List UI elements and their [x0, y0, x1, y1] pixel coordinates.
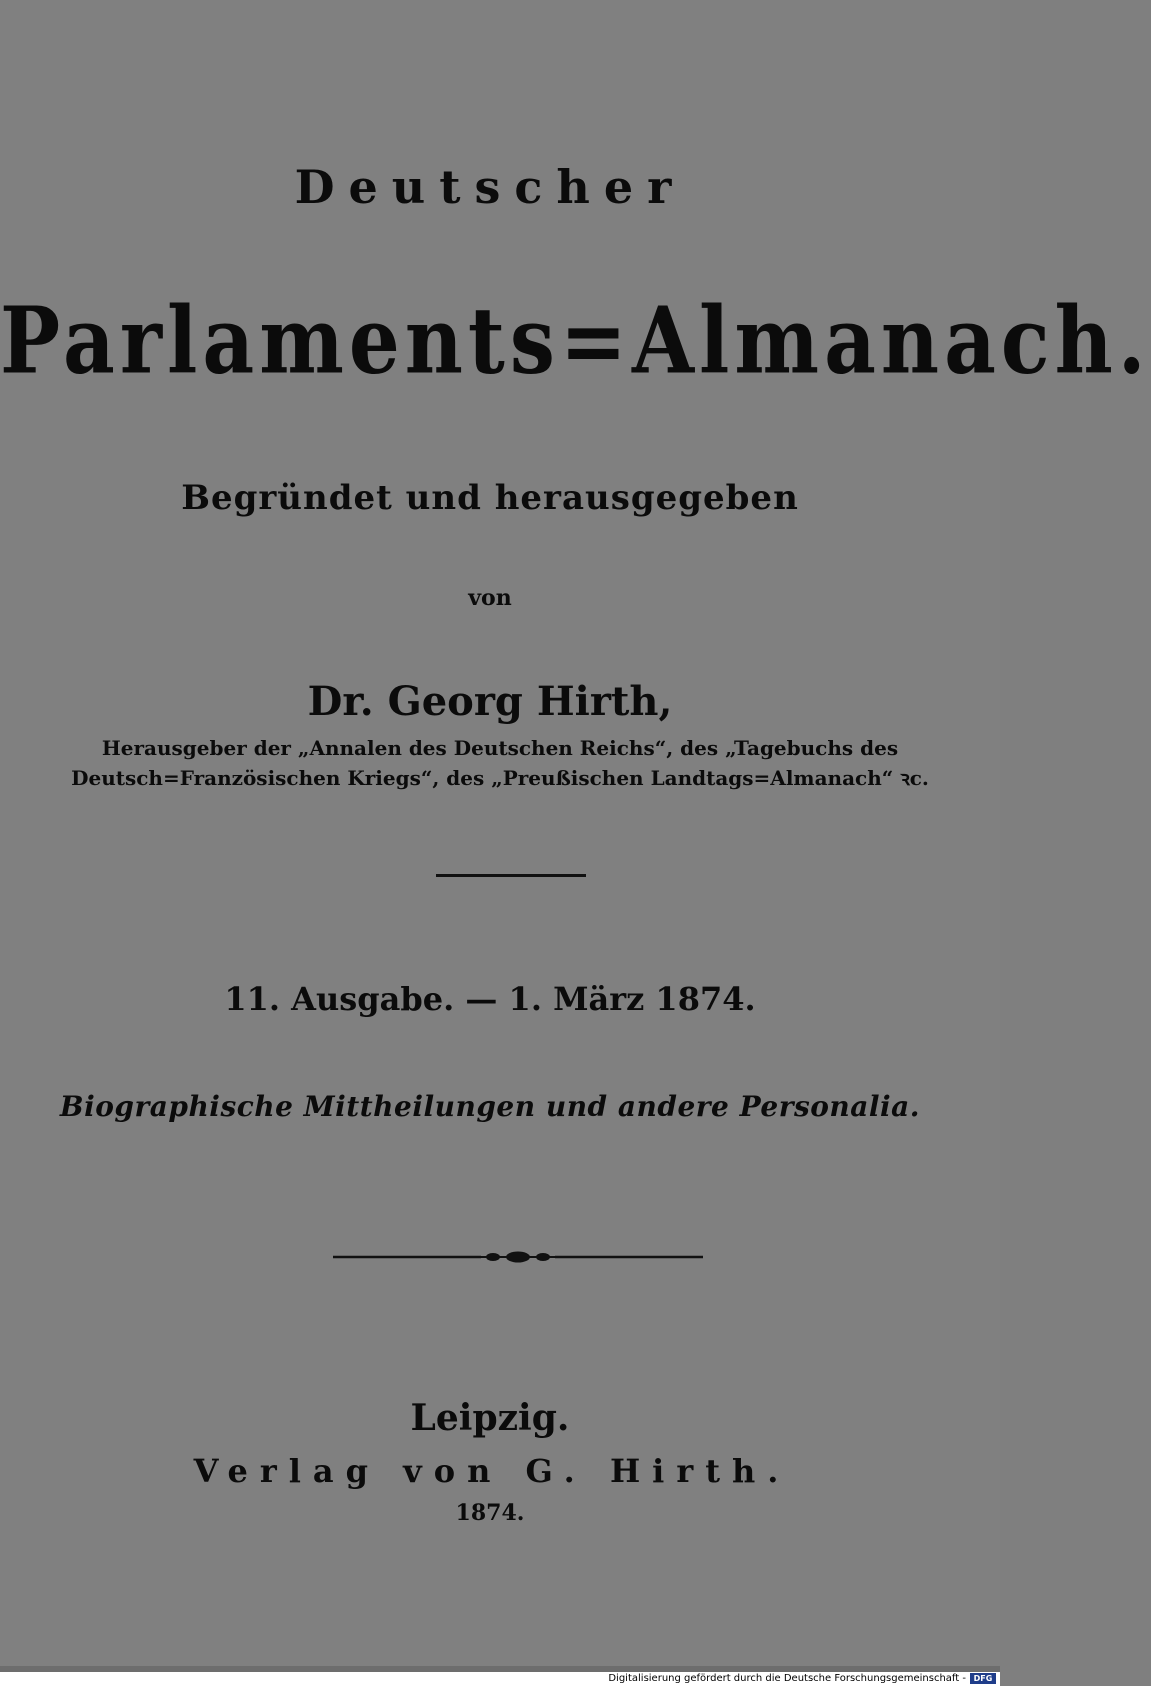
von-line: von: [468, 585, 512, 611]
title-line-1: Deutscher: [294, 160, 686, 214]
author-name: Dr. Georg Hirth,: [307, 678, 673, 725]
dfg-logo: DFG: [970, 1673, 996, 1684]
publisher-line: Verlag von G. Hirth.: [193, 1452, 791, 1490]
edition-line: 11. Ausgabe. — 1. März 1874.: [224, 980, 756, 1018]
author-credits-line-2: Deutsch=Französischen Kriegs“, des „Preußischen Landtags=Almanach“ ꝛc.: [71, 766, 929, 790]
ornamental-divider: [333, 1250, 703, 1264]
publication-year: 1874.: [455, 1500, 525, 1526]
author-credits-line-1: Herausgeber der „Annalen des Deutschen Reichs“, des „Tagebuchs des: [101, 736, 899, 760]
divider-rule: [436, 874, 586, 877]
publication-city: Leipzig.: [410, 1397, 570, 1439]
footer-bar: [0, 1672, 1000, 1686]
title-line-2: Parlaments=Almanach.: [0, 286, 1151, 395]
footer-funding-text: Digitalisierung gefördert durch die Deutsche Forschungsgemeinschaft -: [608, 1673, 966, 1684]
subtitle-line: Biographische Mittheilungen und andere Personalia.: [59, 1090, 921, 1123]
founded-by-line: Begründet und herausgegeben: [181, 478, 799, 518]
